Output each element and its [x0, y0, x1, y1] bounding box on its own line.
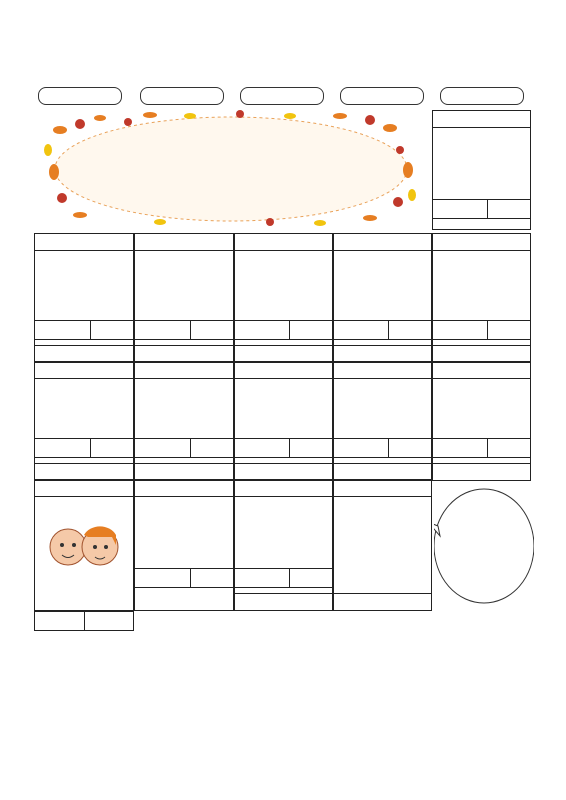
date-number	[135, 362, 233, 379]
date-number	[433, 362, 530, 379]
nutrition-row	[135, 568, 233, 588]
nutrition-row	[433, 438, 530, 458]
day-header-fri	[440, 87, 524, 105]
leaf-border-decoration	[32, 635, 532, 647]
nutrition-row	[334, 438, 431, 458]
day-cell-13	[234, 361, 333, 481]
date-number	[135, 234, 233, 251]
nutrition-row	[334, 320, 431, 340]
date-number	[235, 234, 332, 251]
allergen-note	[334, 593, 431, 610]
date-number	[35, 234, 133, 251]
menu-list	[338, 506, 366, 508]
allergen-note	[35, 463, 133, 480]
allergen-note	[334, 463, 431, 480]
day-header-thu	[340, 87, 424, 105]
date-number	[433, 234, 530, 251]
allergen-note	[235, 593, 332, 610]
nutrition-row	[235, 320, 332, 340]
date-number	[433, 111, 530, 128]
keiro-illustration	[40, 505, 128, 595]
day-header-wed	[240, 87, 324, 105]
allergen-note	[235, 463, 332, 480]
date-number	[235, 362, 332, 379]
nutrition-row	[433, 320, 530, 340]
allergen-note	[135, 463, 233, 480]
lunch-promise-box	[40, 110, 422, 228]
allergen-note	[433, 463, 530, 480]
date-number	[35, 480, 133, 497]
allergen-note	[334, 345, 431, 362]
day-cell-4	[34, 233, 134, 363]
day-cell-6	[234, 233, 333, 363]
date-number	[235, 480, 332, 497]
allergen-note	[433, 215, 530, 229]
day-cell-14	[333, 361, 432, 481]
nutrition-row	[135, 438, 233, 458]
date-number	[334, 480, 431, 497]
nutrition-row	[235, 438, 332, 458]
legend-box	[34, 611, 134, 631]
day-cell-11	[34, 361, 134, 481]
nutrition-row	[35, 320, 133, 340]
date-number	[35, 362, 133, 379]
date-number	[334, 362, 431, 379]
day-header-mon	[38, 87, 122, 105]
date-number	[334, 234, 431, 251]
day-cell-20	[234, 479, 333, 611]
nutrition-row	[235, 568, 332, 588]
day-cell-7	[333, 233, 432, 363]
allergy-note-bubble	[434, 486, 534, 604]
day-cell-19	[134, 479, 234, 611]
day-cell-5	[134, 233, 234, 363]
day-cell-15	[432, 361, 531, 481]
nutrition-row	[35, 438, 133, 458]
day-cell-21	[333, 479, 432, 611]
nutrition-row	[135, 320, 233, 340]
date-number	[135, 480, 233, 497]
allergen-note	[35, 345, 133, 362]
allergen-note	[235, 345, 332, 362]
leaf-frame-decoration	[40, 110, 422, 228]
day-cell-8	[432, 233, 531, 363]
day-cell-1	[432, 110, 531, 230]
allergen-note	[135, 345, 233, 362]
day-cell-12	[134, 361, 234, 481]
allergen-note	[433, 345, 530, 362]
day-header-tue	[140, 87, 224, 105]
